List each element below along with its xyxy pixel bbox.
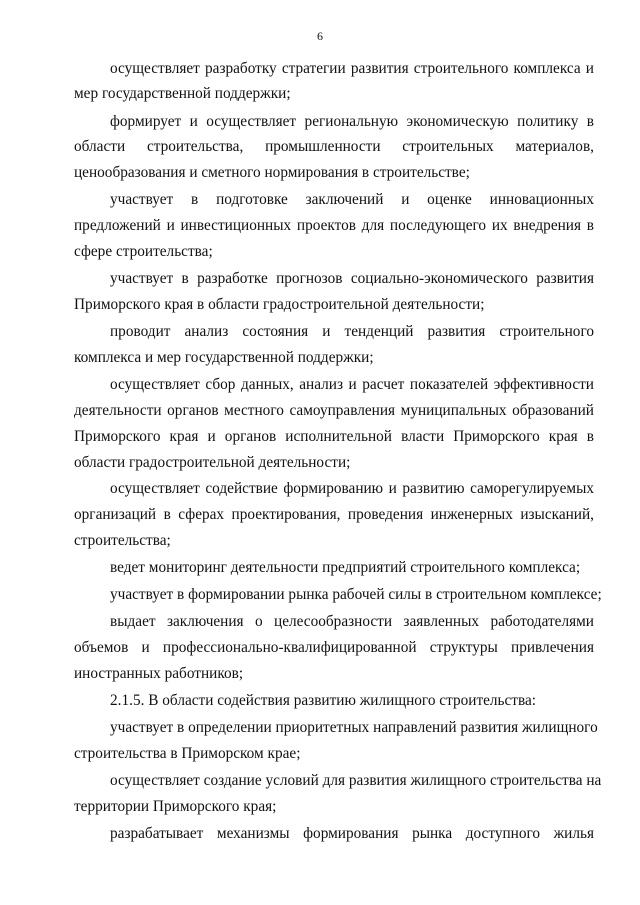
text-line: участвует в подготовке заключений и оценке инновационных [110, 191, 594, 208]
text-line: Приморского края в области градостроительной деятельности; [74, 296, 485, 313]
text-line: осуществляет создание условий для развития жилищного строительства на [110, 772, 602, 789]
text-line: предложений и инвестиционных проектов для последующего их внедрения в [74, 217, 594, 234]
text-line: проводит анализ состояния и тенденций развития строительного [110, 323, 594, 340]
text-line: осуществляет разработку стратегии развития строительного комплекса и [110, 60, 594, 77]
text-line: иностранных работников; [74, 665, 244, 682]
text-line: участвует в формировании рынка рабочей силы в строительном комплексе; [110, 586, 602, 603]
text-line: сфере строительства; [74, 243, 213, 260]
text-line: территории Приморского края; [74, 798, 277, 815]
text-line: строительства в Приморском крае; [74, 745, 301, 762]
text-line: ценообразования и сметного нормирования в строительстве; [74, 164, 470, 181]
text-line: разрабатывает механизмы формирования рынка доступного жилья [110, 825, 594, 842]
text-line: осуществляет содействие формированию и развитию саморегулируемых [110, 480, 594, 497]
page-number: 6 [317, 29, 323, 43]
text-line: 2.1.5. В области содействия развитию жилищного строительства: [110, 692, 537, 709]
text-line: области градостроительной деятельности; [74, 454, 351, 471]
text-line: объемов и профессионально-квалифицированной структуры привлечения [74, 639, 594, 656]
text-line: деятельности органов местного самоуправления муниципальных образований [74, 402, 594, 419]
text-line: строительства; [74, 532, 171, 549]
text-line: комплекса и мер государственной поддержки; [74, 349, 374, 366]
text-line: ведет мониторинг деятельности предприятий строительного комплекса; [110, 559, 581, 576]
text-line: Приморского края и органов исполнительной власти Приморского края в [74, 428, 594, 445]
text-line: области строительства, промышленности строительных материалов, [74, 138, 594, 155]
text-line: формирует и осуществляет региональную экономическую политику в [110, 113, 594, 130]
text-line: мер государственной поддержки; [74, 85, 291, 102]
text-line: организаций в сферах проектирования, проведения инженерных изысканий, [74, 506, 594, 523]
text-line: участвует в определении приоритетных направлений развития жилищного [110, 719, 598, 736]
text-line: выдает заключения о целесообразности заявленных работодателями [110, 613, 594, 630]
text-line: осуществляет сбор данных, анализ и расчет показателей эффективности [110, 376, 594, 393]
text-line: участвует в разработке прогнозов социально-экономического развития [110, 270, 594, 287]
